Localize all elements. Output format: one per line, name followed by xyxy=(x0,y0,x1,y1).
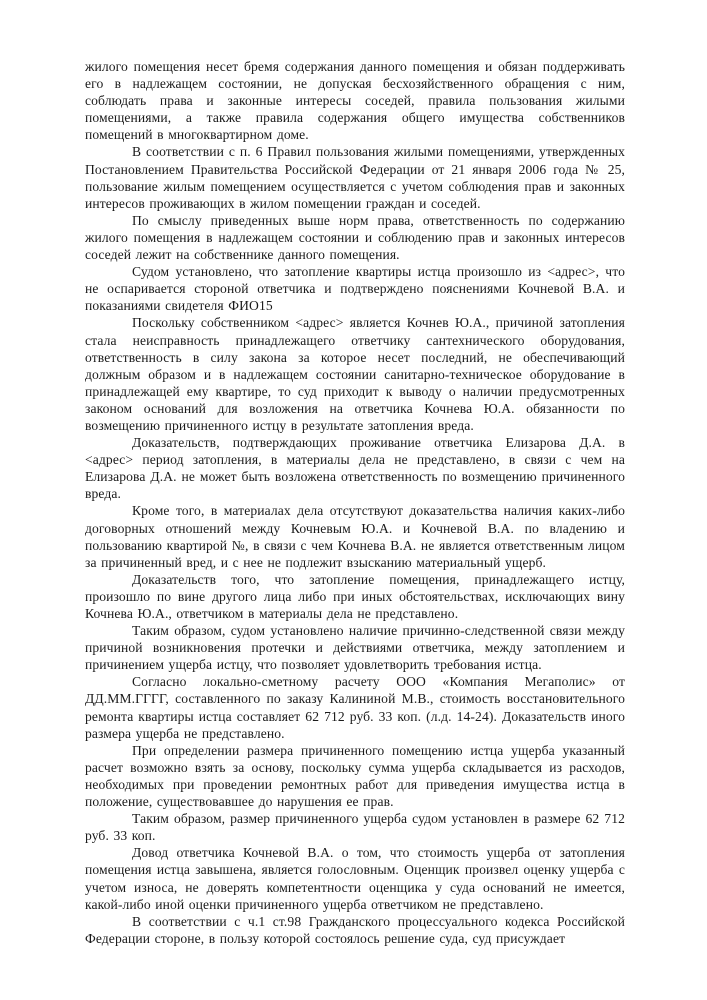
paragraph: Таким образом, размер причиненного ущерба судом установлен в размере 62 712 руб. 33 коп. xyxy=(85,811,625,844)
paragraph: Судом установлено, что затопление квартиры истца произошло из <адрес>, что не оспаривается стороной ответчика и подтверждено пояснениями Кочневой В.А. и показаниями свидетеля ФИО15 xyxy=(85,264,625,314)
paragraph: При определении размера причиненного помещению истца ущерба указанный расчет возможно взять за основу, поскольку сумма ущерба складывается из расходов, необходимых при проведении ремонтных работ для приведения имущества истца в положение, существовавшее до нарушения ее прав. xyxy=(85,742,625,810)
paragraph: Кроме того, в материалах дела отсутствуют доказательства наличия каких-либо договорных отношений между Кочневым Ю.А. и Кочневой В.А. по владению и пользованию квартирой №, в связи с чем Кочнева В.А. не является ответственным лицом за причиненный вред, и с нее не подлежит взысканию материальный ущерб. xyxy=(85,503,625,570)
paragraph: Согласно локально-сметному расчету ООО «Компания Мегаполис» от ДД.ММ.ГГГГ, составленного по заказу Калининой М.В., стоимость восстановительного ремонта квартиры истца составляет 62 712 руб. 33 коп. (л.д. 14-24). Доказательств иного размера ущерба не представлено. xyxy=(85,674,625,741)
paragraph: Поскольку собственником <адрес> является Кочнев Ю.А., причиной затопления стала неисправность принадлежащего ответчику сантехнического оборудования, ответственность в силу закона за которое несет последний, не обеспечивающий должным образом и в надлежащем состоянии санитарно-техническое оборудование в принадлежащей ему квартире, то суд приходит к выводу о наличии предусмотренных законом оснований для возложения на ответчика Кочнева Ю.А. обязанности по возмещению причиненного истцу в результате затопления вреда. xyxy=(85,315,625,433)
paragraph: жилого помещения несет бремя содержания данного помещения и обязан поддерживать его в надлежащем состоянии, не допуская бесхозяйственного обращения с ним, соблюдать права и законные интересы соседей, правила пользования жилыми помещениями, а также правила содержания общего имущества собственников помещений в многоквартирном доме. xyxy=(85,59,625,143)
paragraph: Таким образом, судом установлено наличие причинно-следственной связи между причиной возникновения протечки и действиями ответчика, между затоплением и причинением ущерба истцу, что позволяет удовлетворить требования истца. xyxy=(85,623,625,673)
document-body xyxy=(85,58,625,947)
paragraph: Доказательств, подтверждающих проживание ответчика Елизарова Д.А. в <адрес> период затопления, в материалы дела не представлено, в связи с чем на Елизарова Д.А. не может быть возложена ответственность по возмещению причиненного вреда. xyxy=(85,435,625,502)
paragraph: По смыслу приведенных выше норм права, ответственность по содержанию жилого помещения в надлежащем состоянии и соблюдению прав и законных интересов соседей лежит на собственнике данного помещения. xyxy=(85,212,625,263)
paragraph: Довод ответчика Кочневой В.А. о том, что стоимость ущерба от затопления помещения истца завышена, является голословным. Оценщик произвел оценку ущерба с учетом износа, не доверять компетентности оценщика у суда оснований не имеется, какой-либо иной оценки причиненного ущерба ответчиком не представлено. xyxy=(85,845,625,912)
paragraph: В соответствии с п. 6 Правил пользования жилыми помещениями, утвержденных Постановлением Правительства Российской Федерации от 21 января 2006 года № 25, пользование жилым помещением осуществляется с учетом соблюдения прав и законных интересов проживающих в жилом помещении граждан и соседей. xyxy=(85,144,625,211)
paragraph: В соответствии с ч.1 ст.98 Гражданского процессуального кодекса Российской Федерации стороне, в пользу которой состоялось решение суда, суд присуждает xyxy=(85,913,625,946)
paragraph: Доказательств того, что затопление помещения, принадлежащего истцу, произошло по вине другого лица либо при иных обстоятельствах, исключающих вину Кочнева Ю.А., ответчиком в материалы дела не представлено. xyxy=(85,571,625,621)
